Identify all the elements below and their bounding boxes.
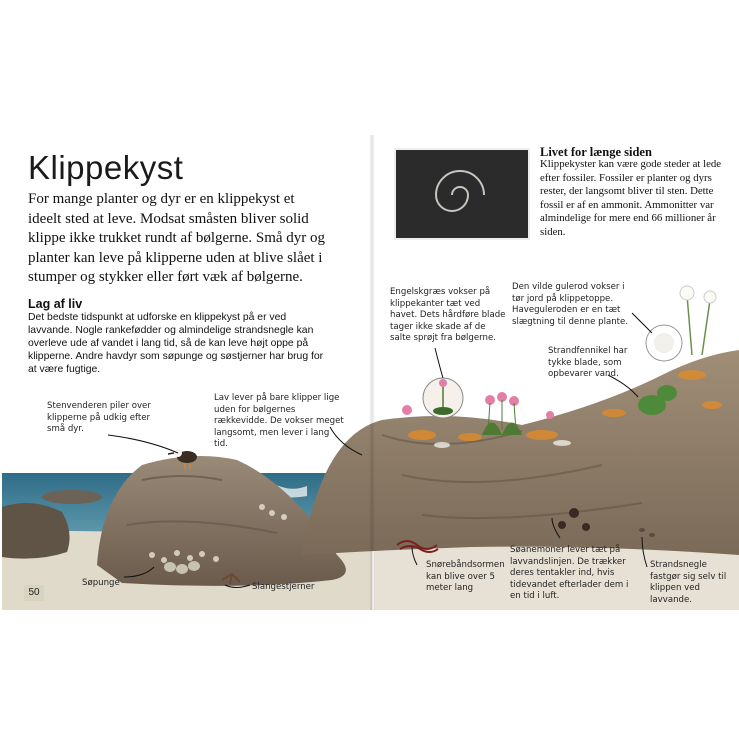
label-lichen: Lav lever på bare klipper lige uden for bølgernes rækkevidde. De vokser meget langsomt, men lever i lang tid. [214, 393, 344, 449]
label-rock-samphire: Strandfennikel har tykke blade, som opbevarer vand. [548, 346, 628, 379]
book-gutter [369, 135, 375, 610]
intro-text: For mange planter og dyr er en klippekyst et ideelt sted at leve. Modsat småsten bliver solid klippe ikke trukket rundt af bølgerne. Små dyr og planter kan leve på klipperne uden at blive slået i stumper og stykker eller ført væk af bølgerne. [28, 191, 326, 285]
label-periwinkles: Strandsnegle fastgør sig selv til klippen ved lavvande. [650, 560, 727, 605]
cliff-right [302, 350, 739, 555]
wild-carrot [646, 286, 716, 361]
body-paragraph: Det bedste tidspunkt at udforske en klippekyst på er ved lavvande. Nogle rankefødder og almindelige strandsnegle kan overleve ude af vandet i lang tid, så de kan leve højt oppe på klipperne. Andre havdyr som søpunge og søstjerner har brug for at være fugtige. [28, 312, 324, 375]
ammonite-photo [395, 149, 529, 239]
rock-distant [42, 490, 102, 504]
label-thrift: Engelskgræs vokser på klippekanter tæt ved havet. Dets hårdføre blade tager ikke skade af de salte sprøjt fra bølgerne. [390, 287, 506, 343]
label-wild-carrot: Den vilde gulerod vokser i tør jord på klippetoppe. Haveguleroden er en tæt slægtning til denne plante. [512, 282, 629, 327]
label-sea-squirts: Søpunge [82, 578, 120, 588]
label-brittle-stars: Slangestjerner [252, 582, 315, 592]
label-turnstone: Stenvenderen piler over klipperne på udkig efter små dyr. [47, 401, 151, 434]
subheading: Lag af liv [28, 297, 83, 311]
book-spread [2, 135, 739, 610]
rock-small-left [2, 503, 70, 559]
label-anemones: Søanemoner lever tæt på lavvandslinjen. De trækker deres tentakler ind, hvis tidevandet efterlader dem i en tid i luft. [510, 545, 629, 601]
page-number: 50 [24, 585, 44, 601]
fossil-box-heading: Livet for længe siden [540, 145, 652, 159]
page-title: Klippekyst [28, 149, 184, 186]
label-bootlace-worm: Snørebåndsormen kan blive over 5 meter lang [426, 560, 505, 593]
fossil-box-text: Klippekyster kan være gode steder at lede efter fossiler. Fossiler er planter og dyrs rester, der langsomt bliver til sten. Dette fossil er af en ammonit. Ammonitter var almindelige for mere end 66 millioner år siden. [540, 158, 722, 238]
